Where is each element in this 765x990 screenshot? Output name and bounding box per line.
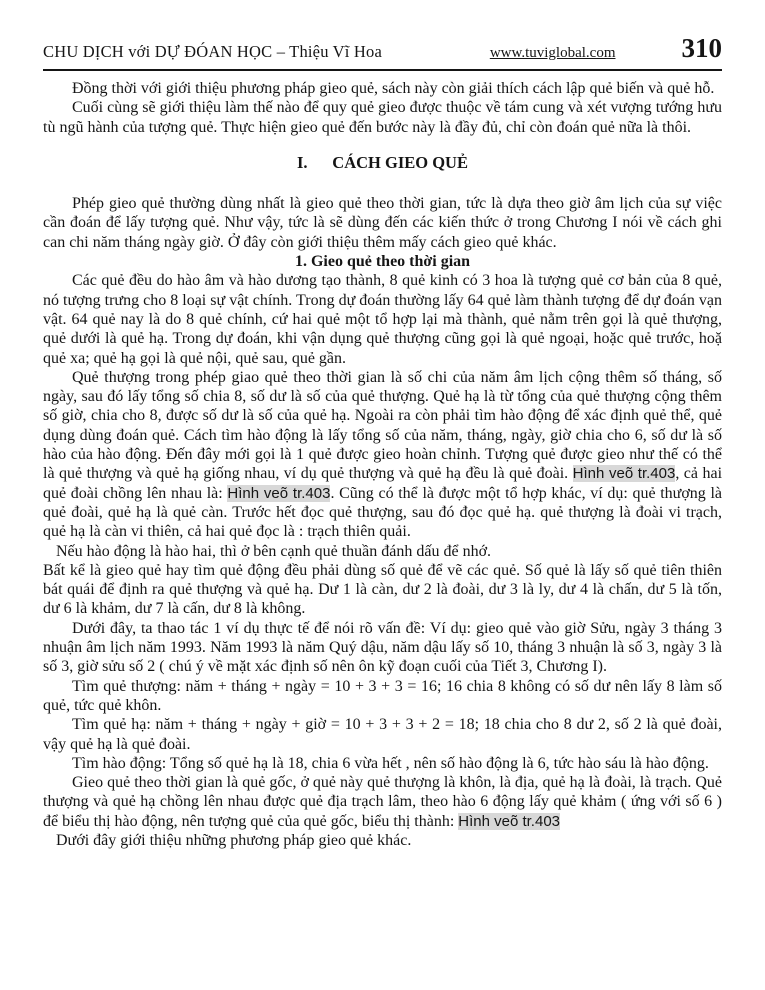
text-run: Đồng thời với giới thiệu phương pháp gieo quẻ, sách này còn giải thích cách lập quẻ biến và quẻ hỗ. — [72, 80, 715, 97]
website-link[interactable]: www.tuviglobal.com — [489, 45, 616, 61]
text-run: , cả hai quẻ đoài chồng lên nhau là: — [43, 465, 723, 502]
figure-ref-highlight: Hình veõ tr.403 — [227, 484, 331, 502]
paragraph — [43, 542, 722, 561]
text-run: Dưới đây, ta thao tác 1 ví dụ thực tế để nói rõ vấn đề: Ví dụ: gieo quẻ vào giờ Sửu, ngày 3 tháng 3 nhuận âm lịch năm 1993. Năm 1993 là năm Quý dậu, năm dậu lấy số 10, tháng 3 nhuận là số 3, ngày 3 là số 3, giờ sửu số 2 ( chú ý về mặt xác định số nên ôn kỹ đoạn cuối của Tiết 3, Chương I). — [43, 619, 722, 676]
text-run: Phép gieo quẻ thường dùng nhất là gieo quẻ theo thời gian, tức là dựa theo giờ âm lịch của sự việc cần đoán để lấy tượng quẻ. Như vậy, tức là sẽ dùng đến các kiến thức ở trong Chương I nói về cách ghi can chi năm tháng ngày giờ. Ở đây còn giới thiệu thêm mấy cách gieo quẻ khác. — [43, 195, 722, 251]
text-run: Tìm quẻ hạ: năm + tháng + ngày + giờ = 10 + 3 + 3 + 2 = 18; 18 chia cho 8 dư 2, số 2 là quẻ đoài, vậy quẻ hạ là quẻ đoài. — [43, 716, 722, 753]
paragraph — [43, 368, 722, 542]
text-run: Các quẻ đều do hào âm và hào dương tạo thành, 8 quẻ kinh có 3 hoa là tượng quẻ cơ bản của 8 quẻ, nó tượng trưng cho 8 loại sự vật chính. Trong dự đoán thường lấy 64 quẻ làm thành tượng để dự đoán vạn vật. 64 quẻ nay là do 8 quẻ chính, cứ hai quẻ một tổ hợp lại mà thành, quẻ nằm trên gọi là quẻ thượng, quẻ dưới là quẻ hạ. Trong dự đoán, khi vận dụng quẻ thượng cũng gọi là quẻ ngoại, hoặc quẻ trước, hoặ quẻ xa; quẻ hạ gọi là quẻ nội, quẻ sau, quẻ gần. — [43, 272, 722, 367]
paragraph — [43, 79, 722, 98]
paragraph — [43, 831, 722, 850]
text-run: 1. Gieo quẻ theo thời gian — [294, 253, 471, 271]
text-run: Bất kể là gieo quẻ hay tìm quẻ động đều phải dùng số quẻ để vẽ các quẻ. Số quẻ là lấy số quẻ tiên thiên bát quái để định ra quẻ thượng và quẻ hạ. Dư 1 là càn, dư 2 là đoài, dư 3 là ly, dư 4 là chấn, dư 5 là tốn, dư 6 là khảm, dư 7 là cấn, dư 8 là không. — [43, 561, 722, 618]
paragraph — [43, 194, 722, 252]
paragraph — [43, 754, 722, 773]
text-run: Dưới đây giới thiệu những phương pháp gieo quẻ khác. — [56, 831, 412, 849]
text-run: Gieo quẻ theo thời gian là quẻ gốc, ở quẻ này quẻ thượng là khôn, là địa, quẻ hạ là đoài, là trạch. Quẻ thượng và quẻ hạ chồng lên nhau được quẻ địa trạch lâm, theo hào 6 động lấy quẻ khảm ( ứng với số 6 ) để biểu thị hào động, nên tượng quẻ của quẻ gốc, biểu thị thành: — [43, 774, 722, 830]
text-run: Tìm quẻ thượng: năm + tháng + ngày = 10 + 3 + 3 = 16; 16 chia 8 không có số dư nên lấy 8 làm số quẻ, tức quẻ khôn. — [43, 677, 722, 714]
page-body — [0, 71, 765, 850]
paragraph — [43, 619, 722, 677]
paragraph — [43, 98, 722, 137]
paragraph — [43, 271, 722, 367]
book-title: CHU DỊCH với DỰ ĐÓAN HỌC – Thiệu Vĩ Hoa — [43, 42, 383, 61]
paragraph — [43, 561, 722, 619]
section-heading-2 — [43, 252, 722, 271]
paragraph — [43, 677, 722, 716]
text-run: . Cũng có thể là được một tổ hợp khác, ví dụ: quẻ thượng là quẻ đoài, quẻ hạ là quẻ càn. Trước hết đọc quẻ thượng, sau đó đọc quẻ hạ. quẻ thượng là đoài vi trạch, quẻ hạ là càn vi thiên, cả hai quẻ đọc là : trạch thiên quải. — [43, 484, 723, 541]
text-run: Cuối cùng sẽ giới thiệu làm thế nào để quy quẻ gieo được thuộc về tám cung và xét vượng tướng hưu tù ngũ hành của tượng quẻ. Thực hiện gieo quẻ đến bước này là đầy đủ, chỉ còn đoán quẻ nữa là thôi. — [43, 99, 722, 136]
text-run: I. CÁCH GIEO QUẺ — [297, 152, 468, 172]
figure-ref-highlight: Hình veõ tr.403 — [458, 812, 560, 830]
page-header — [0, 0, 765, 69]
figure-ref-highlight: Hình veõ tr.403 — [572, 465, 676, 483]
text-run: Tìm hào động: Tổng số quẻ hạ là 18, chia 6 vừa hết , nên số hào động là 6, tức hào sáu là hào động. — [72, 754, 709, 772]
page-number: 310 — [681, 33, 722, 63]
section-heading-1 — [43, 153, 722, 172]
text-run: Quẻ thượng trong phép giao quẻ theo thời gian là số chi của năm âm lịch cộng thêm số tháng, số ngày, sau đó lấy tổng số chia 8, số dư là số của quẻ thượng. Quẻ hạ là từ tổng của quẻ thượng cộng thêm số giờ, chia cho 8, được số dư là số của quẻ hạ. Ngoài ra còn phải tìm hào động để xác định quẻ thể, quẻ dụng dùng đoán quẻ. Cách tìm hào động là lấy tổng số của năm, tháng, ngày, giờ chia cho 6, số dư là số hào của hào động. Đến đây mới gọi là 1 quẻ được gieo hoàn chỉnh. Tượng quẻ được gieo như thế có thể là quẻ thượng và quẻ hạ giống nhau, ví dụ quẻ thượng và quẻ hạ đều là quẻ đoài. — [43, 368, 722, 483]
paragraph — [43, 773, 722, 831]
text-run: Nếu hào động là hào hai, thì ở bên cạnh quẻ thuần đánh dấu để nhớ. — [56, 542, 492, 560]
paragraph — [43, 715, 722, 754]
